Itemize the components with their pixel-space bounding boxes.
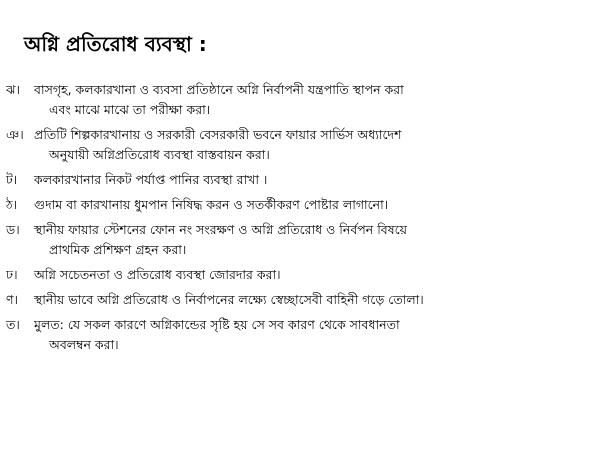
list-item [6, 80, 596, 120]
list-marker: ট। [6, 172, 18, 187]
list-item-text [34, 315, 596, 355]
list-item [6, 220, 596, 260]
list-marker: ঞ। [6, 127, 24, 142]
list-item-text [34, 265, 596, 285]
text-line: প্রাথমিক প্রশিক্ষণ গ্রহন করা। [49, 242, 187, 257]
list-item [6, 315, 596, 355]
list-item-text [34, 125, 596, 165]
list-item-text [34, 290, 596, 310]
list-marker: ড। [6, 222, 20, 237]
text-line: গুদাম বা কারখানায় ধুমপান নিষিদ্ধ করন ও সতর্কীকরণ পোষ্টার লাগানো। [34, 197, 389, 212]
list-item [6, 170, 596, 190]
list-marker: ঠ। [6, 197, 18, 212]
prevention-list [6, 80, 596, 360]
text-line: কলকারখানার নিকট পর্যাপ্ত পানির ব্যবস্থা রাখা । [34, 172, 268, 187]
list-item-text [34, 80, 596, 120]
text-line: অবলম্বন করা। [49, 337, 119, 352]
list-marker: ঝ। [6, 82, 20, 97]
text-line: অগ্নি সচেতনতা ও প্রতিরোধ ব্যবস্থা জোরদার করা। [34, 267, 281, 282]
list-item-text [34, 170, 596, 190]
list-marker: ঢ। [6, 267, 18, 282]
text-line: স্থানীয় ফায়ার স্টেশনের ফোন নং সংরক্ষণ ও অগ্নি প্রতিরোধ ও নির্বপন বিষয়ে [34, 222, 408, 237]
list-marker: ণ। [6, 292, 19, 307]
list-item [6, 265, 596, 285]
text-line: অনুযায়ী অগ্নিপ্রতিরোধ ব্যবস্থা বাস্তবায়ন করা। [49, 147, 270, 162]
text-line: স্থানীয় ভাবে অগ্নি প্রতিরোধ ও নির্বাপনের লক্ষ্যে স্বেচ্ছাসেবী বাহিনী গড়ে তোলা। [34, 292, 424, 307]
page-title: অগ্নি প্রতিরোধ ব্যবস্থা : [24, 32, 207, 56]
list-item [6, 125, 596, 165]
text-line: বাসগৃহ, কলকারখানা ও ব্যবসা প্রতিষ্ঠানে অগ্নি নির্বাপনী যন্ত্রপাতি স্থাপন করা [34, 82, 404, 97]
list-item-text [34, 220, 596, 260]
list-item-text [34, 195, 596, 215]
list-item [6, 195, 596, 215]
list-marker: ত। [6, 317, 20, 332]
list-item [6, 290, 596, 310]
text-line: এবং মাঝে মাঝে তা পরীক্ষা করা। [49, 102, 211, 117]
text-line: প্রতিটি শিল্পকারখানায় ও সরকারী বেসরকারী ভবনে ফায়ার সার্ভিস অধ্যাদেশ [34, 127, 402, 142]
text-line: মুলত: যে সকল কারণে অগ্নিকান্ডের সৃষ্টি হয় সে সব কারণ থেকে সাবধানতা [34, 317, 400, 332]
